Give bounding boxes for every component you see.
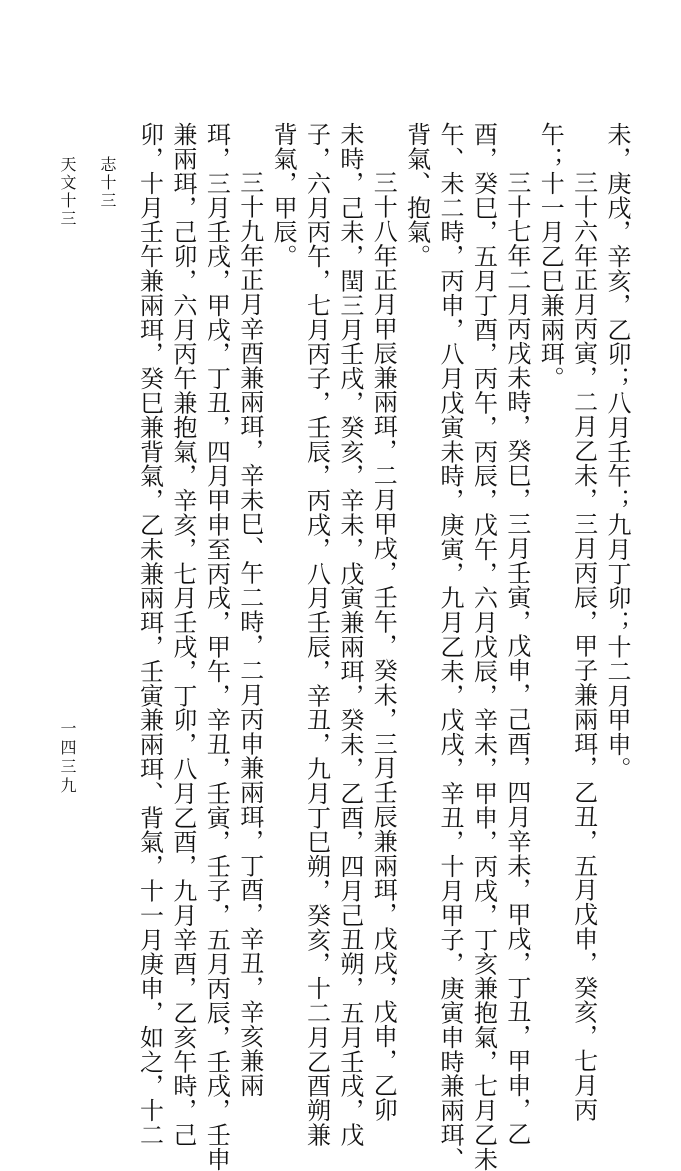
text-column-6: 午、未二時，丙申，八月戊寅未時，庚寅，九月乙未，戊戌，辛丑，十月甲子，庚寅申時兼兩珥、 [436, 122, 465, 1171]
page-number: 一四三九 [58, 720, 77, 796]
main-text-block [135, 122, 631, 1171]
text-column-2: 三十六年正月丙寅，二月乙未，三月丙辰，甲子兼兩珥，乙丑，五月戊申，癸亥，七月丙 [569, 170, 598, 1122]
text-column-11: 背氣，甲辰。 [269, 122, 298, 269]
running-header [58, 156, 116, 228]
chapter-label: 志十三 [98, 156, 117, 210]
text-column-7: 背氣、抱氣。 [402, 122, 431, 269]
text-column-15: 卯，十月壬午兼兩珥，癸巳兼背氣，乙未兼兩珥，壬寅兼兩珥、背氣，十一月庚申，如之，十二 [135, 122, 164, 1147]
text-column-9: 未時，己未，閏三月壬戌，癸亥，辛未，戊寅兼兩珥，癸未，乙酉，四月己丑朔，五月壬戌，戊 [335, 122, 364, 1147]
text-column-8: 三十八年正月甲辰兼兩珥，二月甲戌，壬午，癸未，三月壬辰兼兩珥，戊戌，戊申，乙卯 [369, 170, 398, 1122]
text-column-3: 午；十一月乙巳兼兩珥。 [536, 122, 565, 391]
text-column-12: 三十九年正月辛酉兼兩珥，辛未巳、午二時，二月丙申兼兩珥，丁酉，辛丑，辛亥兼兩 [235, 170, 264, 1098]
text-column-14: 兼兩珥，己卯，六月丙午兼抱氣，辛亥，七月壬戌，丁卯，八月乙酉，九月辛酉，乙亥午時，己 [168, 122, 197, 1147]
text-column-1: 未，庚戌，辛亥，乙卯；八月壬午；九月丁卯；十二月甲申。 [603, 122, 631, 781]
text-column-13: 珥，三月壬戌，甲戌，丁丑，四月甲申至丙戌，甲午，辛丑，壬寅，壬子，五月丙辰，壬戌，壬申 [202, 122, 231, 1171]
text-column-10: 子，六月丙午，七月丙子，壬辰，丙戌，八月壬辰，辛丑，九月丁巳朔，癸亥，十二月乙酉朔兼 [302, 122, 331, 1147]
text-column-4: 三十七年二月丙戌未時，癸巳，三月壬寅，戊申，己酉，四月辛未，甲戌，丁丑，甲申，乙 [502, 170, 531, 1146]
text-column-5: 酉，癸巳，五月丁酉，丙午，丙辰，戊午，六月戊辰，辛未，甲申，丙戌，丁亥兼抱氣，七月乙未 [469, 122, 498, 1171]
section-label: 天文十三 [58, 156, 77, 228]
